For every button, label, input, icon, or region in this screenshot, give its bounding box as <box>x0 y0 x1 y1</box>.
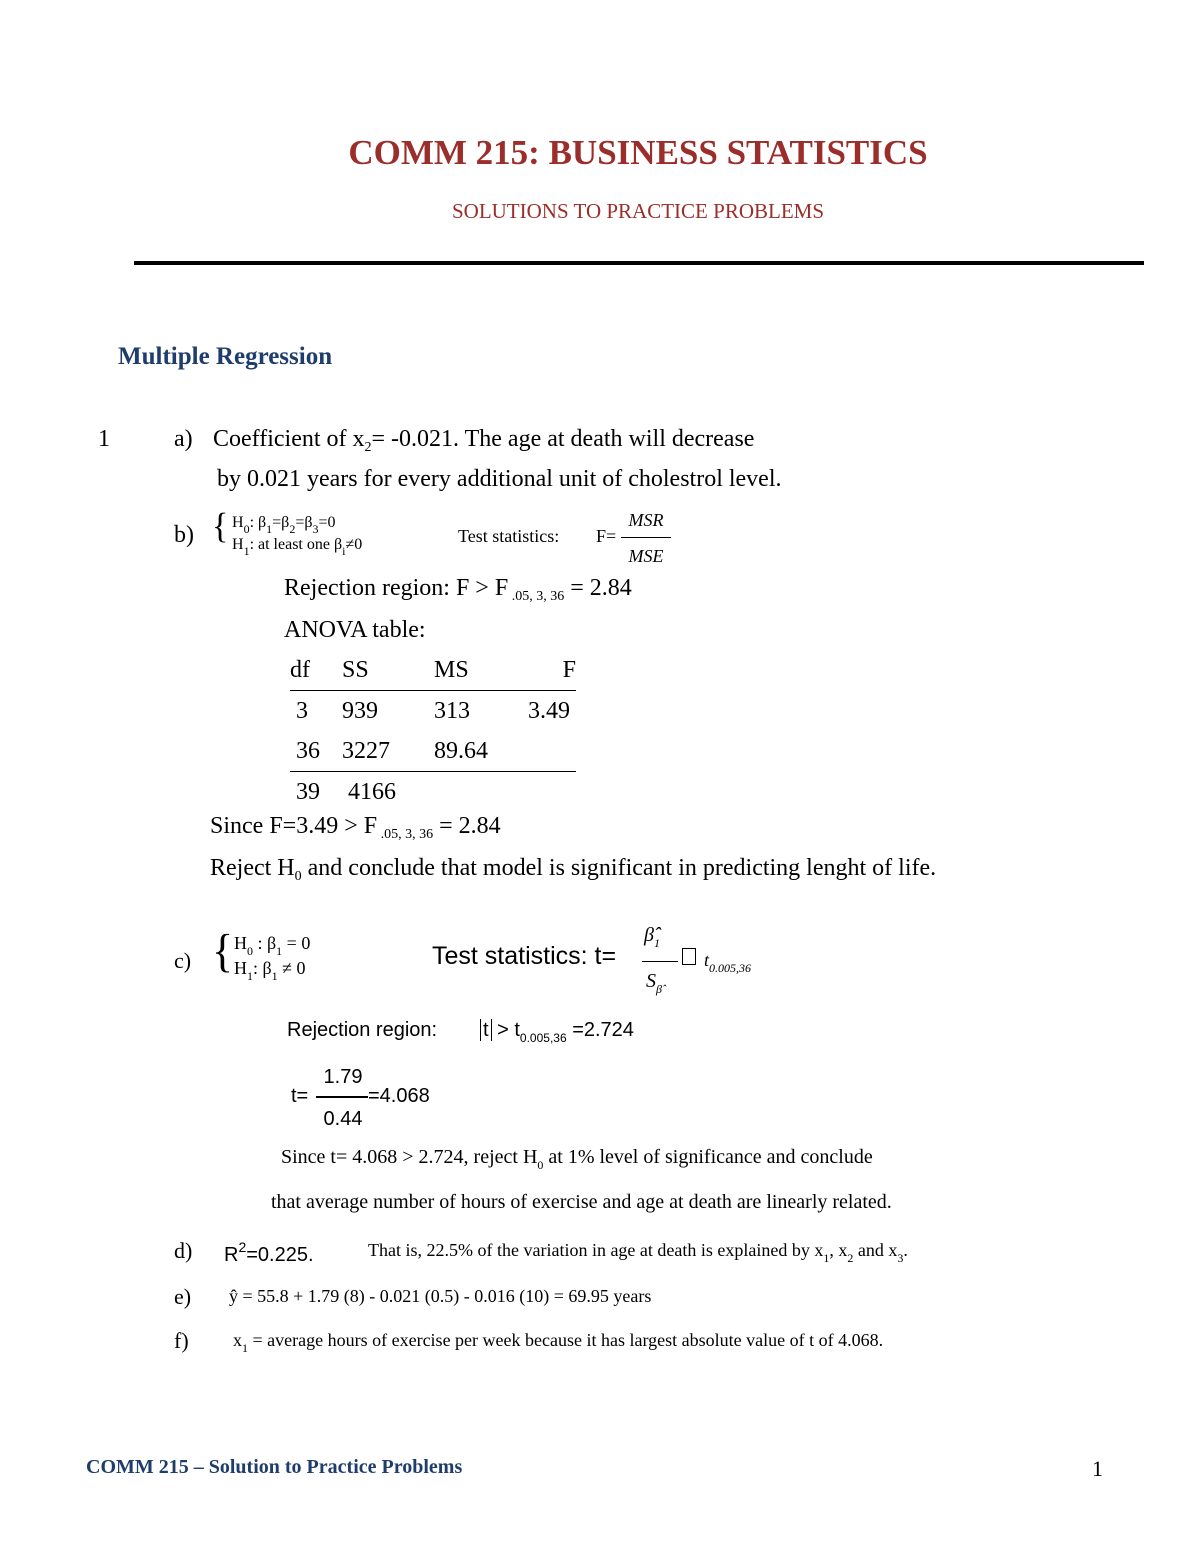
part-b-label: b) <box>174 522 194 548</box>
brace-b: { <box>212 507 229 546</box>
anova-cell: 3 <box>296 697 308 724</box>
anova-header-row <box>290 650 576 691</box>
anova-cell: 939 <box>342 697 378 724</box>
table-row <box>290 691 576 732</box>
part-c-test-stat-label: Test statistics: t= <box>432 942 617 970</box>
anova-header-df: df <box>290 650 342 691</box>
anova-cell: 313 <box>434 697 470 724</box>
part-b-conclusion: Reject $H_0$ and conclude that model is significant in predicting lenght of life. <box>210 855 937 884</box>
problem-number: 1 <box>98 426 110 452</box>
table-row <box>290 772 576 813</box>
section-heading: Multiple Regression <box>118 343 333 370</box>
anova-cell: 3227 <box>342 731 434 772</box>
part-a-line2: by 0.021 years for every additional unit of cholestrol level. <box>217 466 782 492</box>
brace-c: { <box>212 925 234 978</box>
part-c-fraction-bar <box>642 961 678 962</box>
part-a-label: a) <box>174 426 193 452</box>
anova-cell <box>514 731 576 772</box>
anova-cell: 3.49 <box>528 697 570 724</box>
part-d-text: That is, 22.5% of the variation in age at death is explained by $x_1$, $x_2$ and $x_3$. <box>368 1240 908 1265</box>
part-c-t-lhs: t= <box>291 1085 309 1107</box>
page-number: 1 <box>1092 1456 1103 1481</box>
part-b-rejection-region: Rejection region: F > F $_{.05, 3, 36}$ = 2.84 <box>284 575 632 604</box>
part-c-t-numerator: 1.79 <box>323 1066 363 1088</box>
anova-table <box>290 650 576 812</box>
part-c-t-dist: $t_{0.005,36}$ <box>704 950 752 975</box>
part-c-h1: $H_1$: $\beta_1 \ne 0$ <box>234 958 306 983</box>
part-c-t-value: =4.068 <box>368 1085 430 1107</box>
footer-title: COMM 215 – Solution to Practice Problems <box>86 1456 463 1478</box>
part-c-t-denominator: 0.44 <box>323 1108 363 1130</box>
part-b-f-lhs: F= <box>596 526 617 546</box>
part-c-since: Since t= 4.068 > 2.724, reject $H_0$ at 1% level of significance and conclude <box>281 1146 873 1172</box>
anova-cell: 4166 <box>348 778 396 805</box>
part-c-since-line2: that average number of hours of exercise and age at death are linearly related. <box>271 1191 892 1213</box>
part-f-label: f) <box>174 1328 189 1353</box>
table-row <box>290 731 576 772</box>
part-b-h0: $H_0$: $\beta_1=\beta_2=\beta_3=0$ <box>232 514 336 536</box>
part-c-rejection-region: $t > t_{0.005,36} =2.724$ <box>480 1019 634 1045</box>
part-c-t-fraction-bar <box>316 1096 368 1098</box>
part-b-anova-label: ANOVA table: <box>284 617 426 643</box>
anova-cell <box>434 772 514 813</box>
anova-cell: 39 <box>296 778 320 805</box>
part-e-text: ŷ = 55.8 + 1.79 (8) - 0.021 (0.5) - 0.016 (10) = 69.95 years <box>229 1286 652 1306</box>
part-b-test-stat-label: Test statistics: <box>458 526 560 546</box>
anova-cell: 89.64 <box>434 731 514 772</box>
part-c-beta-hat: $\betâ_1$ <box>644 924 660 950</box>
part-b-mse: MSE <box>628 546 664 566</box>
part-c-label: c) <box>174 948 192 973</box>
part-b-fraction-bar <box>621 537 671 538</box>
part-c-h0: $H_0$ : $\beta_1 = 0$ <box>234 933 311 958</box>
part-a-line1: Coefficient of $x_2= -0.021$. The age at death will decrease <box>213 426 755 455</box>
part-c-rejection-label: Rejection region: <box>287 1019 438 1041</box>
anova-cell: 36 <box>290 731 342 772</box>
part-b-since: Since F=3.49 > F $_{.05, 3, 36}$ = 2.84 <box>210 813 501 842</box>
header-divider <box>134 261 1144 265</box>
part-c-s-beta: $S_{\betâ}$ <box>646 970 662 996</box>
anova-header-ms: MS <box>434 650 514 691</box>
part-b-msr: MSR <box>628 510 664 530</box>
part-f-text: $x_1$ = average hours of exercise per week because it has largest absolute value of t of 4.068. <box>233 1330 884 1355</box>
anova-header-ss: SS <box>342 650 434 691</box>
part-e-label: e) <box>174 1284 192 1309</box>
anova-header-f: F <box>514 650 576 691</box>
anova-cell <box>514 772 576 813</box>
part-d-r-squared: $R^2=0.225$. <box>224 1239 314 1266</box>
part-d-label: d) <box>174 1238 193 1263</box>
missing-glyph-box <box>682 948 696 965</box>
document-subtitle: SOLUTIONS TO PRACTICE PROBLEMS <box>451 199 825 223</box>
document-title: COMM 215: BUSINESS STATISTICS <box>348 133 928 172</box>
part-b-h1: $H_1$: at least one $\beta_i\ne 0$ <box>232 536 363 558</box>
